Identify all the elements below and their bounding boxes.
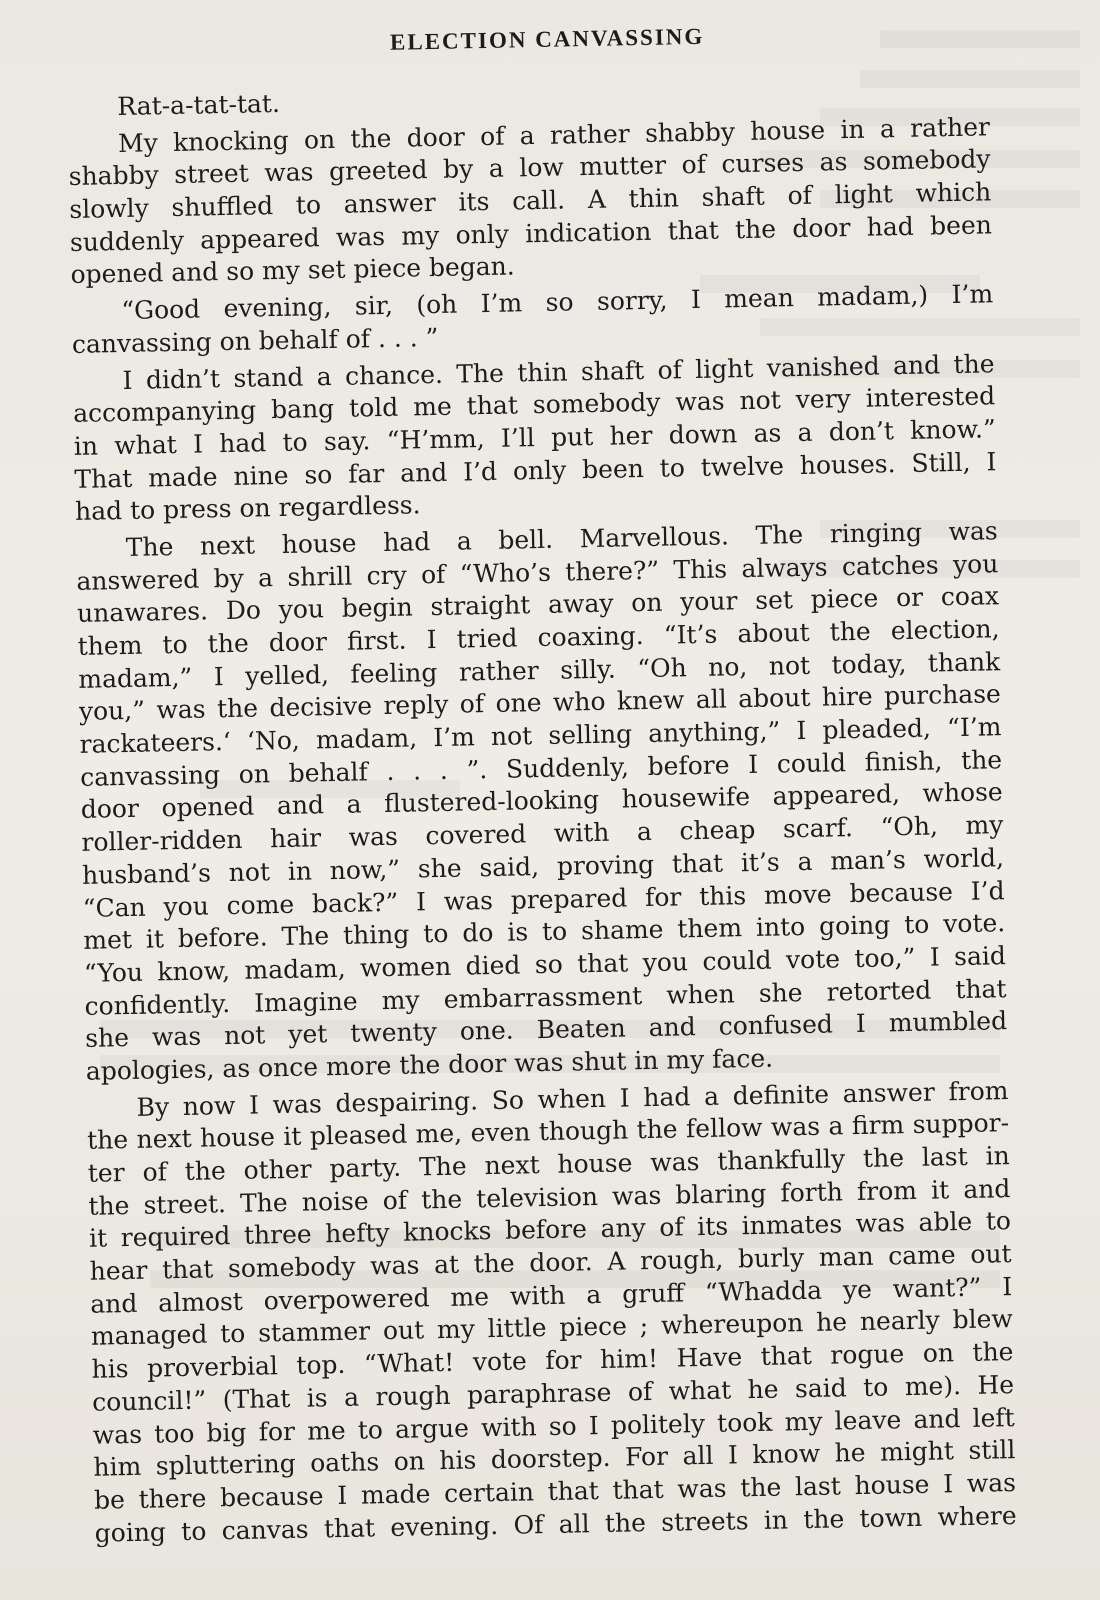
text-line: in what I had to say. “H’mm, I’ll put her down as a don’t know.” <box>73 414 996 461</box>
text-line: managed to stammer out my little piece ; whereupon he nearly blew <box>90 1304 1014 1352</box>
text-line: met it before. The thing to do is to shame them into going to vote. <box>83 908 1006 956</box>
article-title: ELECTION CANVASSING <box>389 23 705 55</box>
text-line: rackateers.‘ ‘No, madam, I’m not selling anything,” I pleaded, “I’m <box>79 712 1002 759</box>
text-line: the street. The noise of the television was blaring forth from it and <box>88 1173 1011 1221</box>
text-line: accompanying bang told me that somebody was not very interested <box>72 381 996 429</box>
text-line: That made nine so far and I’d only been to twelve houses. Still, I <box>74 446 997 494</box>
text-line: confidently. Imagine my embarrassment when she retorted that <box>84 973 1007 1021</box>
text-line: his proverbial top. “What! vote for him! Have that rogue on the <box>91 1337 1014 1384</box>
text-line: suddenly appeared was my only indication that the door had been <box>69 210 993 257</box>
text-line: the next house it pleased me, even though the fellow was a firm suppor- <box>86 1108 1010 1156</box>
text-line: opened and so my set piece began. <box>70 251 515 290</box>
text-line: slowly shuffled to answer its call. A thin shaft of light which <box>69 177 992 225</box>
text-line: “You know, madam, women died so that you could vote too,” I said <box>83 941 1007 988</box>
text-line: apologies, as once more the door was shut in my face. <box>85 1043 774 1086</box>
text-line: you,” was the decisive reply of one who knew all about hire purchase <box>78 679 1002 727</box>
text-line: answered by a shrill cry of “Who’s there?” This always catches you <box>76 548 999 596</box>
text-line: “Can you come back?” I was prepared for this move because I’d <box>82 875 1005 923</box>
text-line: hear that somebody was at the door. A rough, burly man came out <box>89 1239 1012 1286</box>
text-line: canvassing on behalf . . . ”. Suddenly, before I could finish, the <box>79 744 1003 792</box>
text-line: was too big for me to argue with so I politely took my leave and left <box>92 1402 1015 1450</box>
text-line: council!” (That is a rough paraphrase of what he said to me). He <box>91 1369 1015 1417</box>
text-line: shabby street was greeted by a low mutter of curses as somebody <box>68 144 991 192</box>
text-line: door opened and a flustered-looking housewife appeared, whose <box>80 777 1003 825</box>
text-line: she was not yet twenty one. Beaten and confused I mumbled <box>84 1006 1008 1054</box>
text-line: and almost overpowered me with a gruff “Whadda ye want?” I <box>90 1271 1013 1319</box>
article <box>66 18 1017 1550</box>
text-line: it required three hefty knocks before any of its inmates was able to <box>88 1206 1012 1254</box>
text-line: My knocking on the door of a rather shabby house in a rather <box>117 111 991 158</box>
text-line: him spluttering oaths on his doorstep. For all I know he might still <box>93 1435 1016 1482</box>
text-line: be there because I made certain that that was the last house I was <box>93 1467 1017 1515</box>
text-line: Rat-a-tat-tat. <box>117 88 281 122</box>
text-line: ter of the other party. The next house was thankfully the last in <box>87 1141 1010 1188</box>
text-line: unawares. Do you begin straight away on your set piece or coax <box>76 581 1000 629</box>
text-line: The next house had a bell. Marvellous. The ringing was <box>125 516 998 562</box>
text-line: “Good evening, sir, (oh I’m so sorry, I mean madam,) I’m <box>121 279 994 326</box>
text-line: going to canvas that evening. Of all the streets in the town where <box>94 1500 1017 1548</box>
text-line: husband’s not in now,” she said, proving that it’s a man’s world, <box>81 842 1005 890</box>
text-line: madam,” I yelled, feeling rather silly. “Oh no, not today, thank <box>78 646 1001 694</box>
text-line: roller-ridden hair was covered with a cheap scarf. “Oh, my <box>81 810 1004 857</box>
text-line: them to the door first. I tried coaxing. “It’s about the election, <box>77 614 1000 661</box>
text-line: had to press on regardless. <box>74 490 421 527</box>
text-line: I didn’t stand a chance. The thin shaft of light vanished and the <box>122 348 995 395</box>
text-line: By now I was despairing. So when I had a definite answer from <box>136 1075 1009 1122</box>
article-body <box>67 74 1017 1550</box>
text-line: canvassing on behalf of . . . ” <box>71 322 439 359</box>
